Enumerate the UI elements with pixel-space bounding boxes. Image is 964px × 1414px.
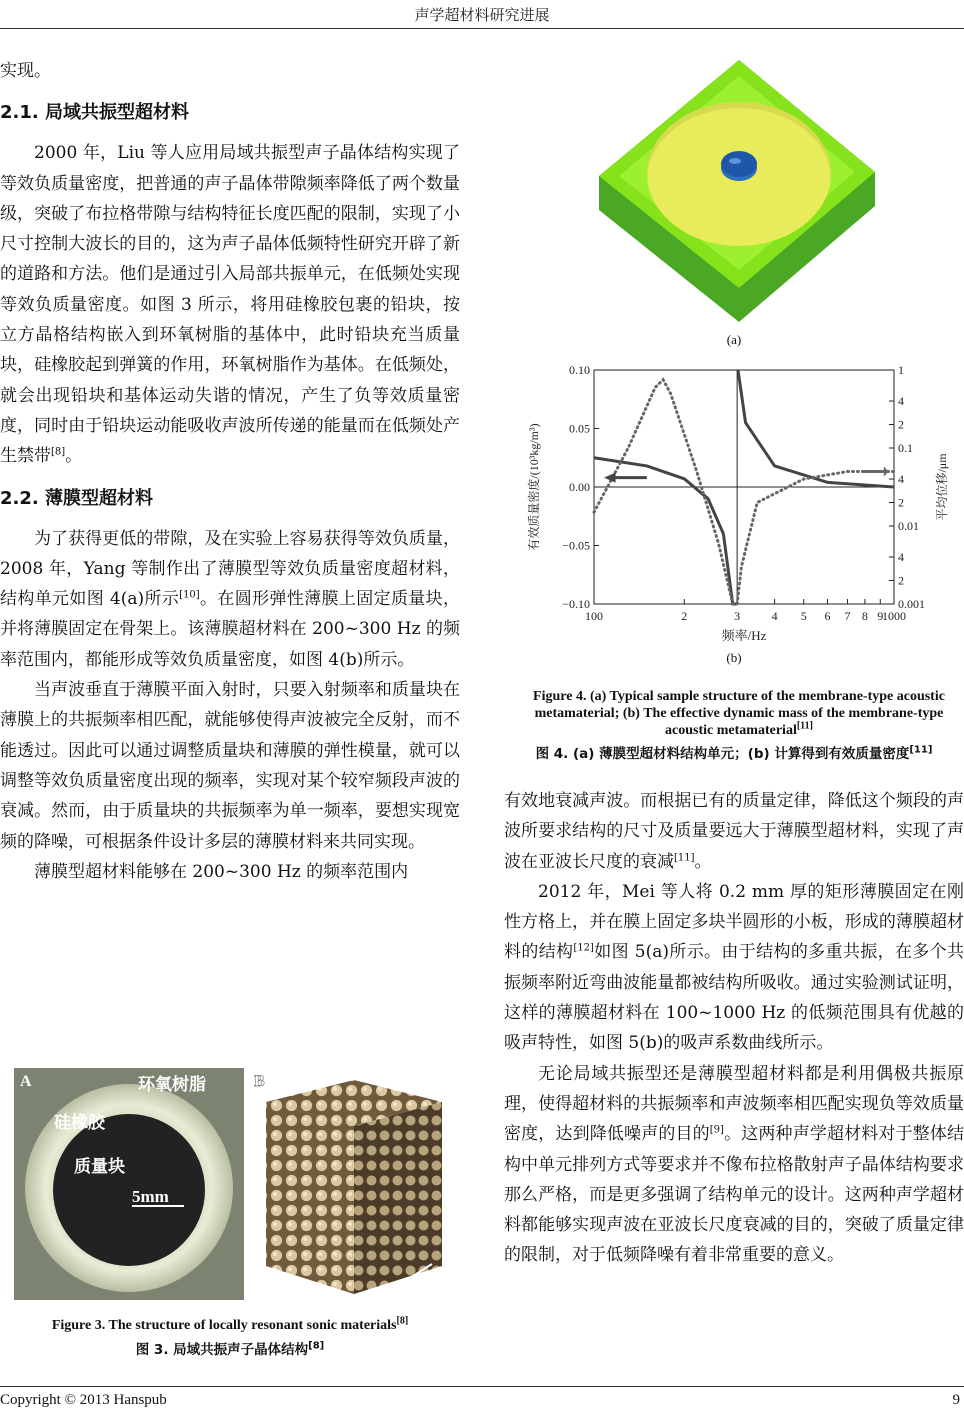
intro-fragment: 实现。 (0, 61, 51, 81)
paragraph-text: 。 (694, 851, 712, 872)
left-column (0, 56, 460, 887)
figure-3-caption-en (0, 1315, 460, 1334)
citation[interactable]: [11] (909, 744, 933, 756)
y-axis-label-left: 有效质量密度/(10³kg/m³) (527, 423, 541, 551)
section-2-2-paragraph-1 (0, 524, 460, 675)
right-y-tick-label: 4 (898, 472, 904, 487)
right-y-tick-label: 0.01 (898, 519, 919, 533)
right-y-tick-label: 2 (898, 573, 904, 588)
section-2-1-paragraph (0, 138, 460, 471)
y-tick-label: 0.10 (569, 363, 590, 377)
page-number: 9 (952, 1392, 960, 1408)
paragraph-text: 。在圆形弹性薄膜上固定质量块，并将薄膜固定在骨架上。该薄膜超材料在 200~300 Hz 的频率范围内，都能形成等效负质量密度，如图 4(b)所示。 (0, 589, 461, 670)
citation[interactable]: [9] (709, 1124, 724, 1136)
figure-3-image (14, 1068, 446, 1300)
y-tick-label: −0.10 (562, 597, 590, 611)
paragraph-text: 2012 年，Mei 等人将 0.2 mm 厚的矩形薄膜固定在刚性方格上，并在膜上固定多块半圆形的小板，形成的薄膜超材料的结构 (504, 881, 964, 963)
panel-b-letter: B (254, 1073, 265, 1090)
figure-4b-chart (514, 356, 964, 644)
arrow-right-head (884, 466, 889, 476)
x-tick-label: 9 (877, 609, 884, 623)
figure-4-caption-zh (504, 742, 964, 762)
caption-text: 图 4. (a) 薄膜型超材料结构单元；(b) 计算得到有效质量密度 (535, 746, 910, 762)
section-2-2-paragraph-2: 当声波垂直于薄膜平面入射时，只要入射频率和质量块在薄膜上的共振频率相匹配，就能够使得声波被完全反射，而不能透过。因此可以通过调整质量块和薄膜的弹性模量，就可以调整等效负质量密度出现的频率，实现对某个较窄频段声波的衰减。然而，由于质量块的共振频率为单一频率，要想实现宽频的降噪，可根据条件设计多层的薄膜材料来共同实现。 (0, 680, 460, 852)
section-heading-2-2: 2.2. 薄膜型超材料 (0, 487, 153, 509)
caption-text: Figure 4. (a) Typical sample structure of the membrane-type acoustic metamaterial; (b) The effective dynamic mass of the membrane-type acoustic metamaterial (533, 689, 945, 738)
caption-text: 图 3. 局域共振声子晶体结构 (135, 1342, 309, 1358)
citation[interactable]: [8] (308, 1340, 325, 1352)
figure-3-caption-zh (0, 1338, 460, 1358)
panel-a-letter: A (20, 1073, 32, 1090)
paragraph-text: 。这两种声学超材料对于整体结构中单元排列方式等要求并不像布拉格散射声子晶体结构要求那么严格，而是更多强调了结构单元的设计。这两种声学超材料都能够实现声波在亚波长尺度衰减的目的，突破了质量定律的限制，对于低频降噪有着非常重要的意义。 (504, 1124, 964, 1266)
citation[interactable]: [8] (396, 1315, 409, 1327)
paragraph-text: 2000 年，Liu 等人应用局域共振型声子晶体结构实现了等效负质量密度，把普通的声子晶体带隙频率降低了两个数量级，突破了布拉格带隙与结构特征长度匹配的限制，实现了小尺寸控制大波长的目的，这为声子晶体低频特性研究开辟了新的道路和方法。他们是通过引入局部共振单元，在低频处实现等效负质量密度。如图 3 所示，将用硅橡胶包裹的铅块，按立方晶格结构嵌入到环氧树脂的基体中，此时铅块充当质量块，硅橡胶起到弹簧的作用，环氧树脂作为基体。在低频处，就会出现铅块和基体运动失谐的情况，产生了负等效质量密度，同时由于铅块运动能吸收声波所传递的能量而在低频处产生禁带 (0, 143, 460, 467)
running-header: 声学超材料研究进展 (414, 6, 550, 24)
mass-block (53, 1114, 205, 1266)
right-paragraph-3 (504, 1059, 964, 1271)
label-rubber: 硅橡胶 (54, 1113, 105, 1132)
label-epoxy: 环氧树脂 (138, 1075, 206, 1094)
x-tick-label: 1000 (882, 609, 906, 623)
paragraph-text: 有效地衰减声波。而根据已有的质量定律，降低这个频段的声波所要求结构的尺寸及质量要远大于薄膜型超材料，实现了声波在亚波长尺度的衰减 (504, 791, 964, 872)
figure-4a-image (599, 56, 875, 322)
citation[interactable]: [10] (179, 589, 200, 601)
paragraph-end: 。 (65, 446, 83, 467)
right-y-tick-label: 4 (898, 550, 904, 565)
right-y-tick-label: 1 (898, 363, 904, 377)
x-tick-label: 4 (771, 609, 778, 623)
citation[interactable]: [11] (674, 851, 695, 863)
label-mass: 质量块 (74, 1157, 125, 1176)
right-y-tick-label: 2 (898, 495, 904, 510)
right-paragraph-2 (504, 877, 964, 1059)
citation[interactable]: [12] (573, 942, 594, 954)
paragraph-text: 如图 5(a)所示。由于结构的多重共振，在多个共振频率附近弯曲波能量都被结构所吸收。通过实验测试证明，这样的薄膜超材料在 100~1000 Hz 的低频范围具有优越的吸声特性，如图 5(b)的吸声系数曲线所示。 (504, 942, 964, 1054)
caption-text: Figure 3. The structure of locally resonant sonic materials (51, 1318, 397, 1333)
footer-divider (0, 1386, 964, 1387)
scale-label-b: 6cm (390, 1266, 426, 1298)
cube-left-face (266, 1102, 354, 1294)
figure-4a-label: (a) (726, 332, 742, 347)
x-tick-label: 6 (824, 609, 831, 623)
y-tick-label: 0.05 (569, 421, 590, 436)
x-axis-label: 频率/Hz (721, 628, 767, 643)
x-tick-label: 2 (681, 609, 688, 623)
x-tick-label: 100 (585, 609, 603, 623)
scale-label-a: 5mm (132, 1187, 169, 1206)
section-heading-2-1: 2.1. 局域共振型超材料 (0, 102, 189, 124)
right-y-tick-label: 0.001 (898, 597, 925, 611)
citation[interactable]: [11] (796, 720, 813, 732)
right-paragraph-1 (504, 786, 964, 877)
paragraph-text: 无论局域共振型还是薄膜型超材料都是利用偶极共振原理，使得超材料的共振频率和声波频率相匹配实现负等效质量密度，达到降低噪声的目的 (504, 1063, 964, 1145)
right-y-tick-label: 2 (898, 417, 904, 432)
right-y-tick-label: 4 (898, 394, 904, 409)
figure-4b-label: (b) (726, 650, 742, 665)
footer-copyright: Copyright © 2013 Hanspub (0, 1392, 167, 1408)
figure-4-caption-en (514, 688, 964, 739)
section-2-2-paragraph-3: 薄膜型超材料能够在 200~300 Hz 的频率范围内 (34, 861, 409, 882)
y-axis-label-right: 平均位移/μm (935, 453, 949, 521)
x-tick-label: 7 (844, 609, 851, 623)
x-tick-label: 3 (734, 609, 741, 623)
citation[interactable]: [8] (51, 446, 66, 458)
series-solid-line (738, 370, 894, 487)
x-tick-label: 8 (861, 609, 868, 623)
y-tick-label: −0.05 (562, 538, 590, 553)
paragraph-text: 为了获得更低的带隙，及在实验上容易获得等效负质量，2008 年，Yang 等制作出了薄膜型等效负质量密度超材料，结构单元如图 4(a)所示 (0, 528, 460, 610)
x-tick-label: 5 (800, 609, 807, 623)
header-divider (0, 28, 964, 29)
y-tick-label: 0.00 (569, 480, 590, 494)
right-y-tick-label: 0.1 (898, 441, 913, 455)
right-column (504, 786, 964, 1271)
